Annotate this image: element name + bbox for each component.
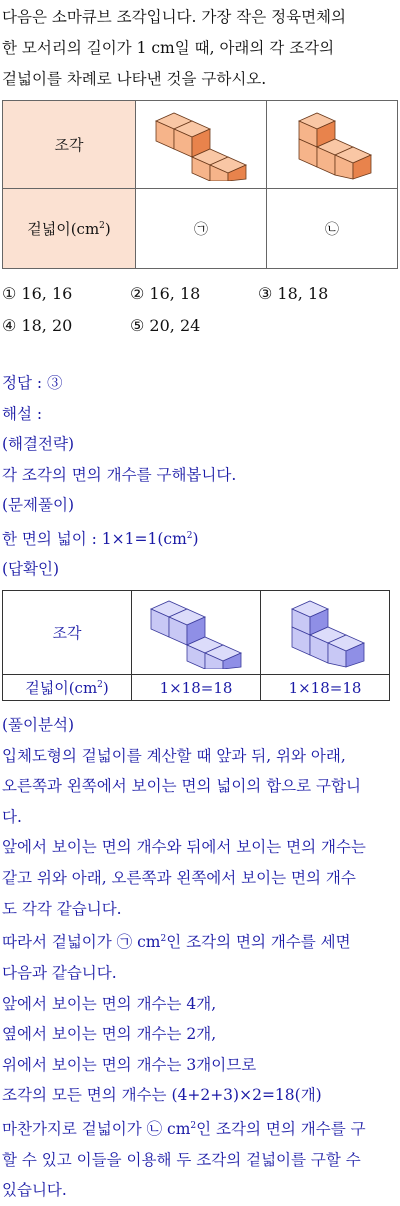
answer-piece-a — [132, 591, 261, 675]
analysis-title: (풀이분석) — [2, 716, 74, 734]
choice-4[interactable]: ④ 18, 20 — [2, 316, 73, 335]
piece-a-cell — [136, 101, 267, 189]
answer-piece-header: 조각 — [3, 591, 132, 675]
question-line: 다음은 소마큐브 조각입니다. 가장 작은 정육면체의 — [2, 8, 346, 26]
analysis-line: 위에서 보이는 면의 개수는 3개이므로 — [2, 1055, 257, 1074]
soma-piece-a — [146, 109, 256, 181]
question-line: 겉넓이를 차례로 나타낸 것을 구하시오. — [2, 70, 267, 88]
analysis-line: 앞에서 보이는 면의 개수는 4개, — [2, 994, 217, 1013]
solution-block — [2, 368, 398, 585]
analysis-line: 따라서 겉넓이가 ㉠ $cm^2$인 조각의 면의 개수를 세면 — [2, 933, 351, 952]
soma-piece-a-blue — [141, 597, 251, 669]
analysis-line: 오른쪽과 왼쪽에서 보이는 면의 넓이의 합으로 구합니 — [2, 777, 361, 796]
analysis-line: 옆에서 보이는 면의 개수는 2개, — [2, 1025, 217, 1044]
question-line: 한 모서리의 길이가 1 cm일 때, 아래의 각 조각의 — [2, 39, 335, 57]
answer-line: 정답 : ③ — [2, 374, 63, 392]
analysis-line: 조각의 모든 면의 개수는 (4+2+3)×2=18(개) — [2, 1086, 322, 1105]
strategy-text: 각 조각의 면의 개수를 구해봅니다. — [2, 465, 237, 484]
area-a-cell — [136, 189, 267, 269]
analysis-line: 같고 위와 아래, 오른쪽과 왼쪽에서 보이는 면의 개수 — [2, 868, 356, 887]
soma-piece-b — [277, 109, 387, 181]
area-b-cell — [267, 189, 398, 269]
answer-piece-b — [261, 591, 390, 675]
area-header: 겉넓이$(cm^2)$ — [3, 189, 136, 269]
soma-piece-b-blue — [270, 597, 380, 669]
strategy-title: (해결전략) — [2, 435, 74, 453]
answer-area-header: 겉넓이$(cm^2)$ — [3, 675, 132, 701]
choice-5[interactable]: ⑤ 20, 24 — [130, 316, 201, 335]
analysis-line: 마찬가지로 겉넓이가 ㉡ $cm^2$인 조각의 면의 개수를 구 — [2, 1120, 366, 1139]
question-table — [2, 100, 398, 269]
analysis-line: 다음과 같습니다. — [2, 963, 117, 982]
piece-header: 조각 — [3, 101, 136, 189]
solve-title: (문제풀이) — [2, 496, 74, 514]
analysis-line: 할 수 있고 이들을 이용해 두 조각의 겉넓이를 구할 수 — [2, 1150, 361, 1169]
answer-area-a: 1×18=18 — [132, 675, 261, 701]
analysis-line: 도 각각 같습니다. — [2, 899, 122, 918]
analysis-line: 앞에서 보이는 면의 개수와 뒤에서 보이는 면의 개수는 — [2, 838, 366, 857]
choice-3[interactable]: ③ 18, 18 — [258, 284, 329, 303]
check-title: (답확인) — [2, 560, 60, 579]
answer-choices — [2, 278, 398, 342]
explain-title: 해설 : — [2, 404, 43, 423]
analysis-line: 다. — [2, 807, 22, 826]
choice-1[interactable]: ① 16, 16 — [2, 284, 73, 303]
analysis-line: 있습니다. — [2, 1181, 67, 1200]
piece-b-cell — [267, 101, 398, 189]
answer-area-b: 1×18=18 — [261, 675, 390, 701]
solve-text: 한 면의 넓이 : $1\times 1=1(cm^2)$ — [2, 529, 199, 548]
choice-2[interactable]: ② 16, 18 — [130, 284, 201, 303]
analysis-block — [2, 710, 398, 1206]
mark-b: ㉡ — [325, 221, 339, 238]
answer-table — [2, 590, 390, 701]
mark-a: ㉠ — [194, 221, 208, 238]
analysis-line: 입체도형의 겉넓이를 계산할 때 앞과 뒤, 위와 아래, — [2, 746, 346, 765]
question-text — [2, 2, 398, 95]
